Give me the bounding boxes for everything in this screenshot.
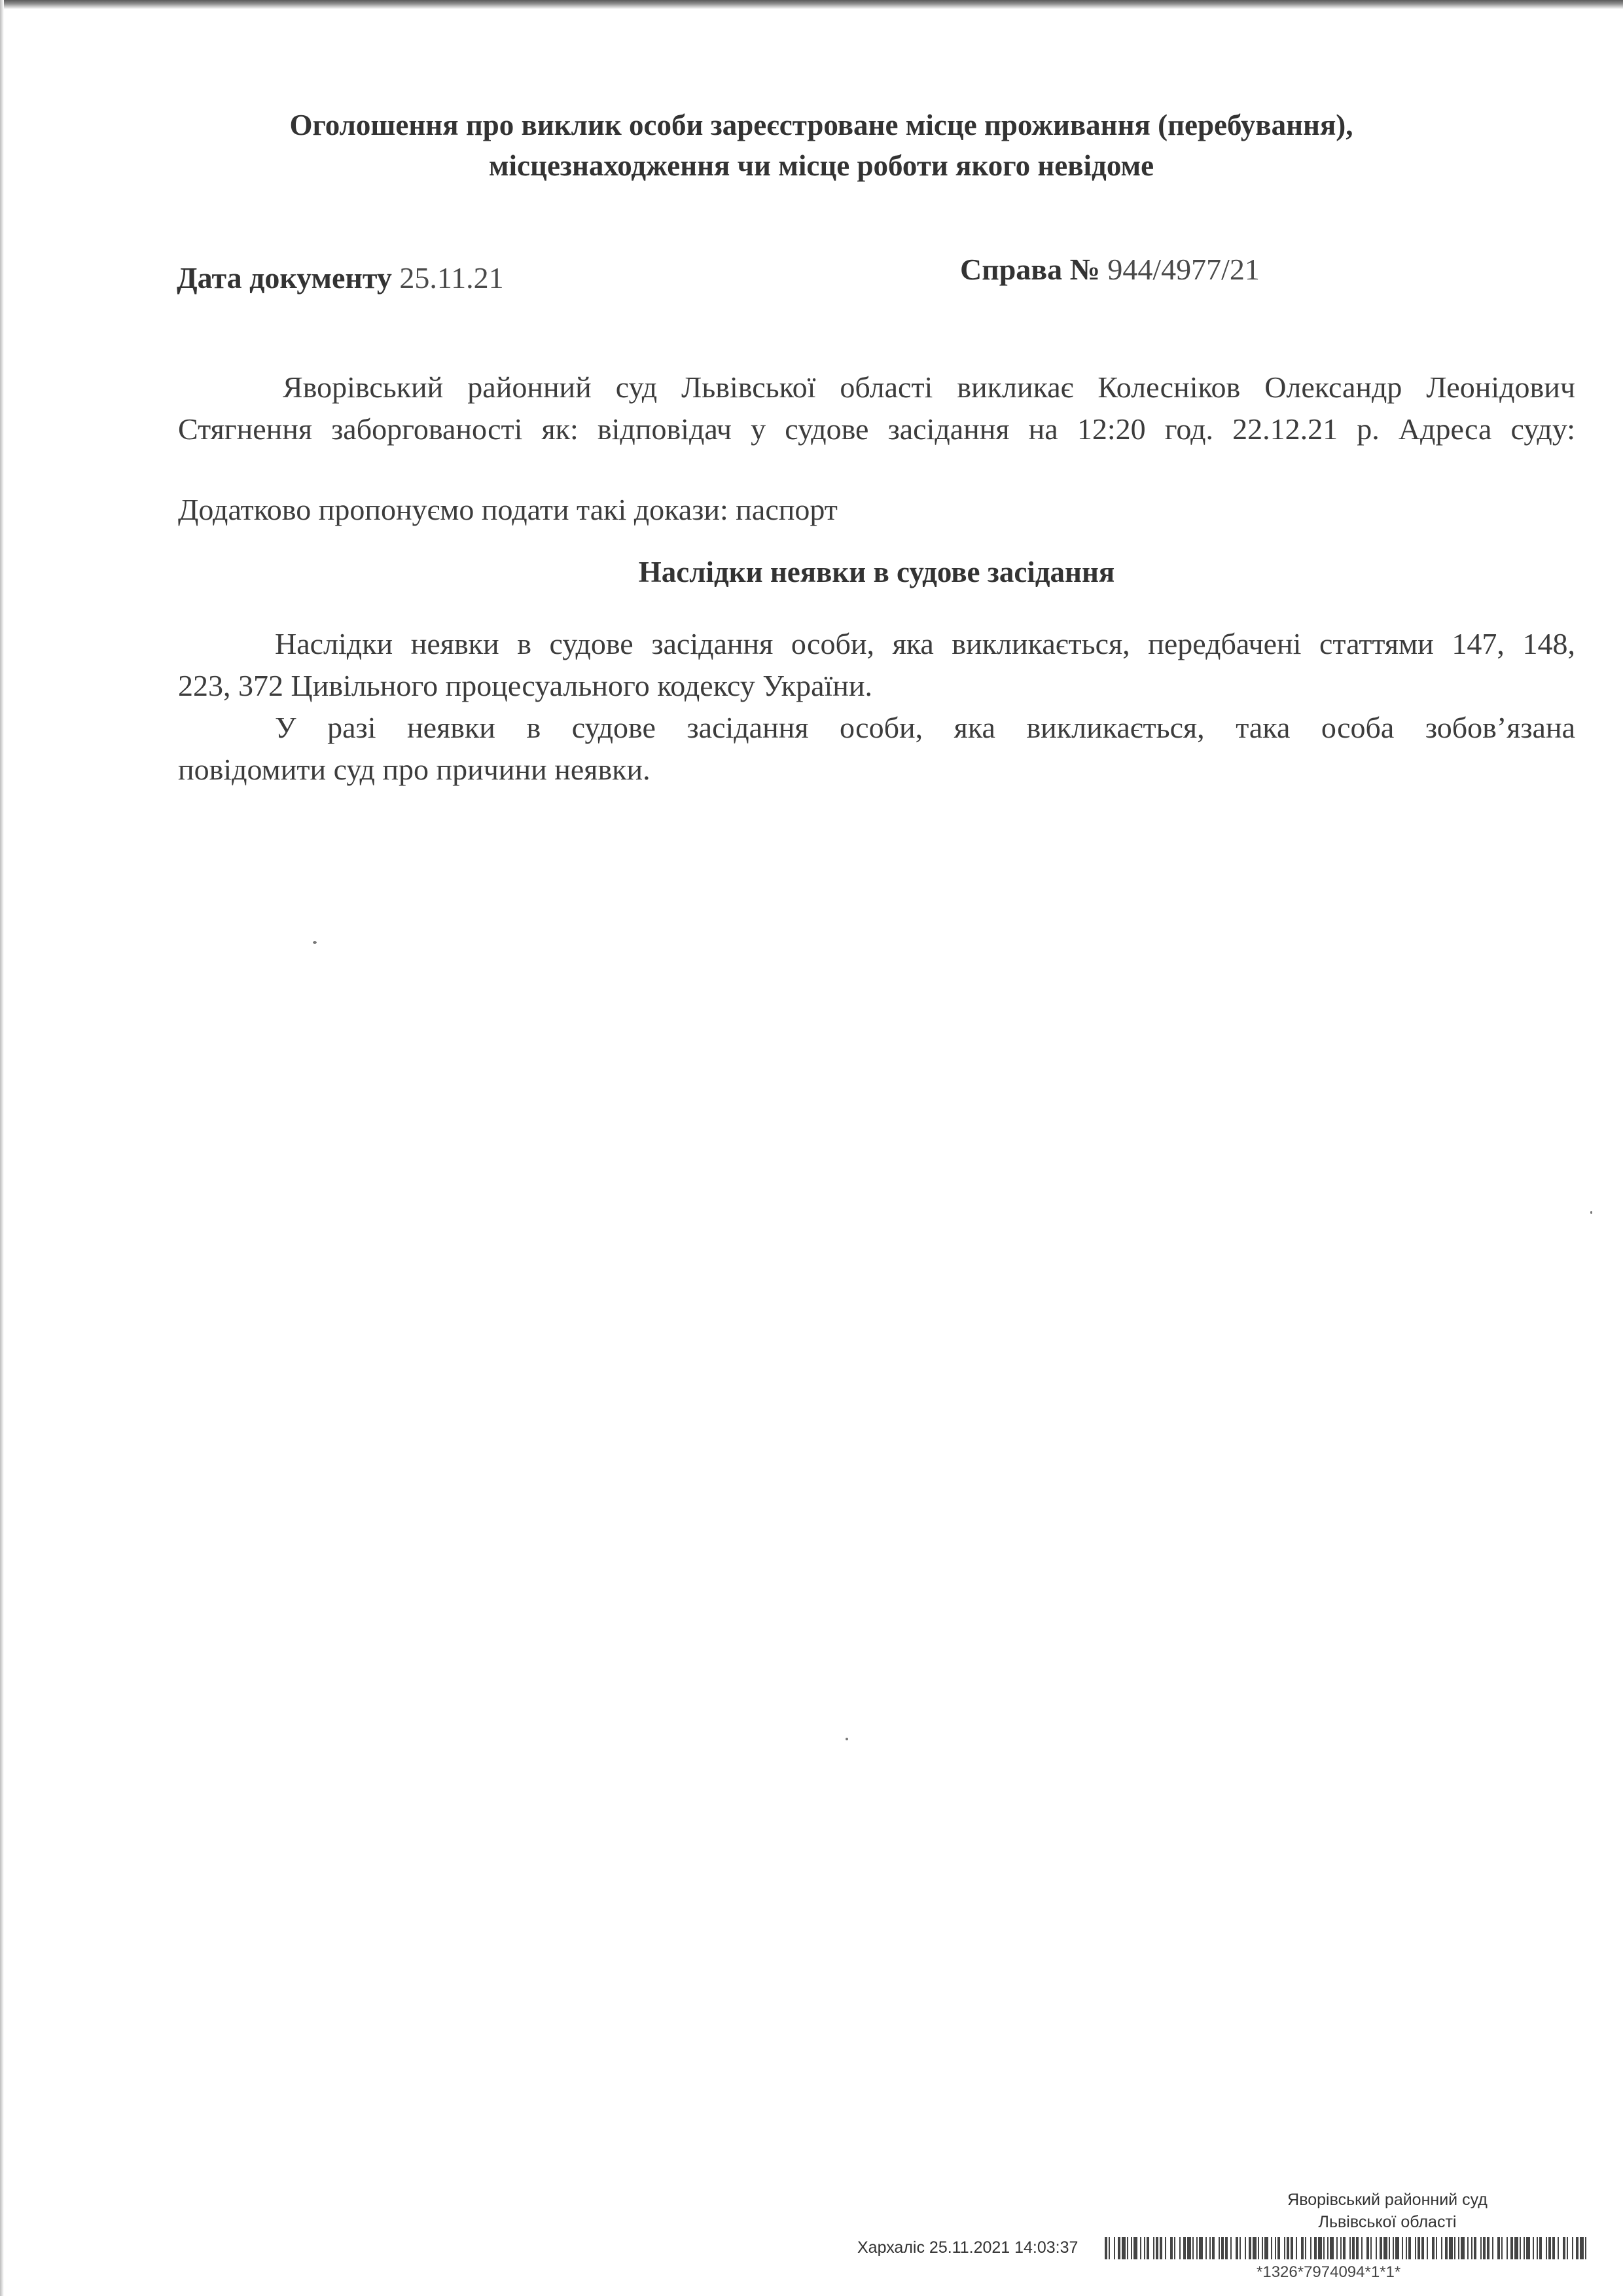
footer-court-name — [1224, 2189, 1551, 2233]
barcode — [1105, 2237, 1589, 2259]
case-value: 944/4977/21 — [1107, 253, 1260, 286]
footer-court-line-2: Львівської області — [1318, 2213, 1457, 2231]
scan-speck — [313, 941, 317, 944]
consequences-heading: Наслідки неявки в судове засідання — [638, 556, 1115, 588]
scan-edge-left — [0, 0, 4, 2296]
footer-court-line-1: Яворівський районний суд — [1287, 2191, 1488, 2209]
case-number — [960, 252, 1260, 287]
consequences-line-2: 223, 372 Цивільного процесуального кодексу України. — [178, 669, 873, 702]
barcode-number: *1326*7974094*1*1* — [1257, 2263, 1401, 2281]
summons-line-2: Стягнення заборгованості як: відповідач у судове засідання на 12:20 год. 22.12.21 р. Адреса суду: — [178, 412, 1575, 446]
duty-line-1: У разі неявки в судове засідання особи, яка викликається, така особа зобов’язана — [275, 711, 1575, 744]
scan-speck — [1590, 1211, 1592, 1214]
consequences-paragraph — [178, 623, 1575, 791]
date-label: Дата документу — [177, 261, 392, 295]
consequences-line-1: Наслідки неявки в судове засідання особи, яка викликається, передбачені статтями 147, 148, — [275, 627, 1575, 660]
summons-line-1: Яворівський районний суд Львівської області викликає Колесніков Олександр Леонідович — [283, 370, 1575, 404]
scan-edge-top — [0, 0, 1623, 9]
summons-paragraph — [178, 367, 1575, 450]
title-line-1: Оголошення про виклик особи зареєстроване місце проживання (перебування), — [289, 109, 1353, 141]
registration-stamp: Хархаліс 25.11.2021 14:03:37 — [857, 2238, 1079, 2257]
case-label: Справа № — [960, 253, 1100, 286]
document-date — [177, 260, 504, 295]
duty-line-2: повідомити суд про причини неявки. — [178, 753, 651, 786]
document-title — [170, 105, 1472, 186]
scan-speck — [846, 1738, 848, 1740]
date-value: 25.11.21 — [399, 261, 504, 295]
evidence-paragraph: Додатково пропонуємо подати такі докази: паспорт — [178, 493, 838, 526]
title-line-2: місцезнаходження чи місце роботи якого невідоме — [488, 149, 1154, 182]
